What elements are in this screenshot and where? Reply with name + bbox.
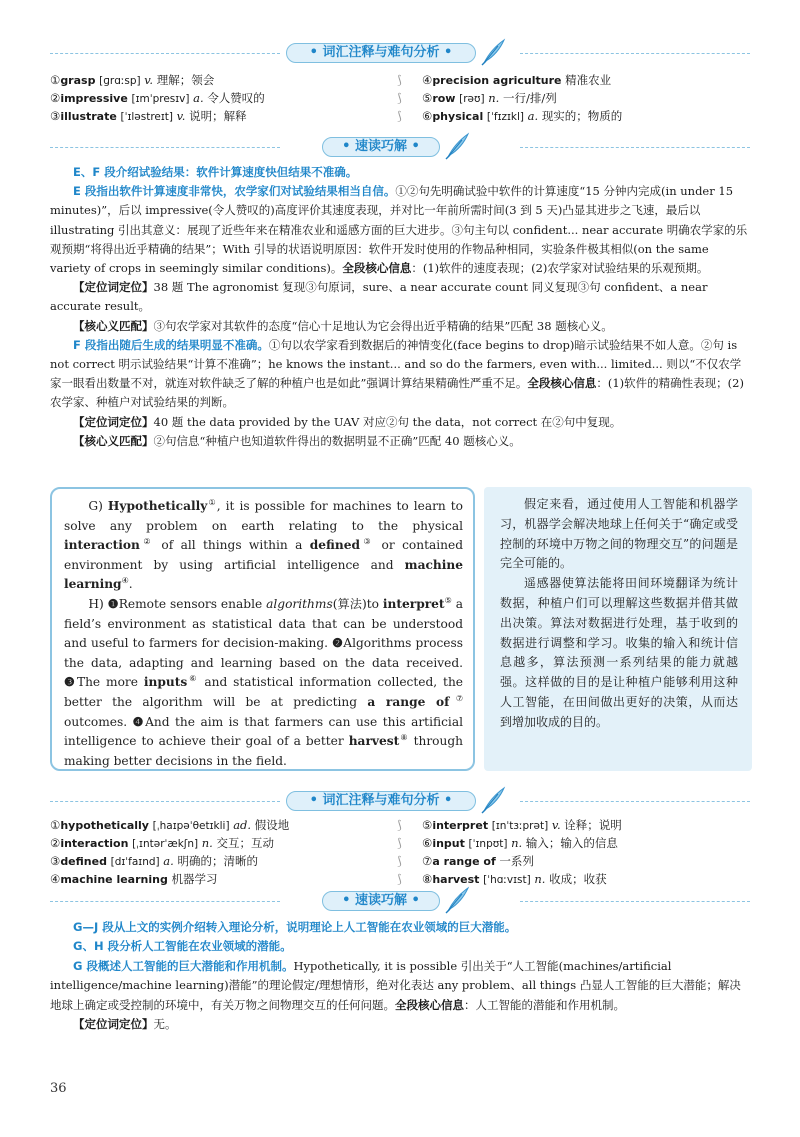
vocab-row: ②interaction [ˌɪntərˈækʃn] n. 交互；互动 ⟆ ⑥input [ˈɪnpʊt] n. 输入；输入的信息 (50, 836, 618, 850)
section-title: • 速读巧解 • (322, 137, 440, 157)
quill-pen-icon (442, 131, 472, 161)
translation-g: 假定来看，通过使用人工智能和机器学习，机器学会解决地球上任何关于“确定或受控制的环境中万物之间的物理交互”的问题是完全可能的。 (500, 497, 738, 571)
section-title: • 词汇注释与难句分析 • (286, 43, 476, 63)
quill-pen-icon (478, 37, 508, 67)
section-title: • 词汇注释与难句分析 • (286, 791, 476, 811)
translation-box (484, 487, 752, 771)
vocab-row: ③defined [dɪˈfaɪnd] a. 明确的；清晰的 ⟆ ⑦a range of 一系列 (50, 854, 534, 868)
section-header-speed-2 (0, 888, 800, 914)
paragraph-h: H) ❶Remote sensors enable algorithms(算法)to interpret⑤ a field’s environment as statistical data that can be understood and useful to farmers for decision-making. ❷Algorithms process the data, adapting and learning based on the data received. ❸The more inputs⑥ and statistical information collected, the better the algorithm will be at predicting a range of⑦ outcomes. ❹And the aim is that farmers can use this artificial intelligence to achieve their goal of a better harvest⑧ through making better decisions in the field. (64, 595, 464, 768)
quill-pen-icon (478, 785, 508, 815)
vocab-row: ②impressive [ɪmˈpresɪv] a. 令人赞叹的 ⟆ ⑤row [rəʊ] n. 一行/排/列 (50, 91, 557, 105)
section-header-speed-1 (0, 134, 800, 160)
vocab-row: ③illustrate [ˈɪləstreɪt] v. 说明；解释 ⟆ ⑥physical [ˈfɪzɪkl] a. 现实的；物质的 (50, 109, 623, 123)
vocab-row: ④machine learning 机器学习 ⟆ ⑧harvest [ˈhɑːvɪst] n. 收成；收获 (50, 872, 607, 886)
vocab-list-2 (50, 817, 750, 889)
translation-h: 遥感器使算法能将田间环境翻译为统计数据，种植户们可以理解这些数据并借其做出决策。算法对数据进行处理，基于收到的数据进行调整和学习。收集的输入和统计信息越多，算法预测一系列结果的能力就越强。这样做的目的是让种植户能够利用这种人工智能，在田间做出更好的决策，从而达到增加收成的目的。 (500, 576, 738, 729)
quill-pen-icon (442, 885, 472, 915)
speed-reading-1: E、F 段介绍试验结果：软件计算速度快但结果不准确。 E 段指出软件计算速度非常快，农学家们对试验结果相当自信。①②句先明确试验中软件的计算速度“15 分钟内完成(in under 15 minutes)”，后以 impressive(令人赞叹的)高度评价其速度表现，并对比一年前所需时间(3 到 5 天)凸显其进步之飞速，最后以 illustrating 引出其意义：展现了近些年来在精准农业和遥感方面的巨大进步。③句主句以 confident... near accurate 明确农学家的乐观预期“将得出近乎精确的结果”；With 引导的状语说明原因：软件开发时使用的作物品种相同，实验条件极其相似(on the same variety of crops in seemingly similar conditions)。全段核心信息：(1)软件的速度表现；(2)农学家对试验结果的乐观预期。 【定位词定位】38 题 The agronomist 复现③句原词，sure、a near accurate count 同义复现③句 confident、a near accurate result。 【核心义匹配】③句农学家对其软件的态度“信心十足地认为它会得出近乎精确的结果”匹配 38 题核心义。 F 段指出随后生成的结果明显不准确。①句以农学家看到数据后的神情变化(face begins to drop)暗示试验结果不如人意。②句 is not correct 明示试验结果“计算不准确”；he knows the instant... and so do the farmers, even with... limited... 则以“不仅农学家一眼看出数量不对，就连对软件缺乏了解的种植户也是如此”强调计算结果精确性严重不足。全段核心信息：(1)软件的精确性表现；(2)农学家、种植户对试验结果的判断。 【定位词定位】40 题 the data provided by the UAV 对应②句 the data，not correct 在②句中复现。 【核心义匹配】②句信息“种植户也知道软件得出的数据明显不正确”匹配 40 题核心义。 (50, 165, 748, 448)
passage-box (50, 487, 475, 771)
page-number: 36 (50, 1081, 67, 1096)
vocab-row: ①hypothetically [ˌhaɪpəˈθetɪkli] ad. 假设地 ⟆ ⑤interpret [ɪnˈtɜːprət] v. 诠释；说明 (50, 818, 622, 832)
summary-heading: E、F 段介绍试验结果：软件计算速度快但结果不准确。 (73, 165, 358, 179)
vocab-row: ①grasp [ɡrɑːsp] v. 理解；领会 ⟆ ④precision agriculture 精准农业 (50, 73, 612, 87)
speed-reading-2: G—J 段从上文的实例介绍转入理论分析，说明理论上人工智能在农业领域的巨大潜能。 G、H 段分析人工智能在农业领域的潜能。 G 段概述人工智能的巨大潜能和作用机制。Hypothetically, it is possible 引出关于“人工智能(machines/artificial intelligence/machine learning)潜能”的理论假定/理想情形，绝对化表达 any problem、all things 凸显人工智能的巨大潜能；解决地球上确定或受控制的环境中，有关万物之间物理交互的任何问题。全段核心信息：人工智能的潜能和作用机制。 【定位词定位】无。 (50, 920, 741, 1032)
vocab-list-1 (50, 72, 750, 126)
section-header-vocab-1 (0, 40, 800, 66)
section-header-vocab-2 (0, 788, 800, 814)
section-title: • 速读巧解 • (322, 891, 440, 911)
paragraph-g: G) Hypothetically①, it is possible for machines to learn to solve any problem on earth relating to the physical interaction② of all things within a defined③ or contained environment by using artificial intelligence and machine learning④. (64, 497, 464, 592)
